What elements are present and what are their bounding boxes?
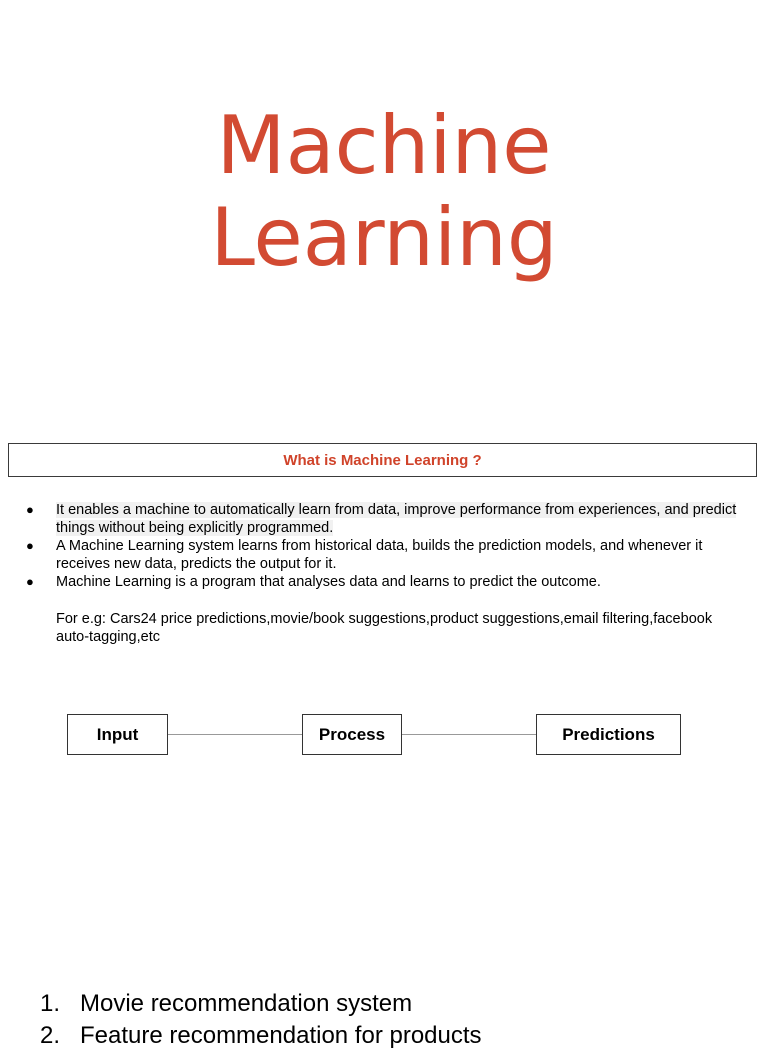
- bullet-item: [26, 573, 746, 591]
- bullet-icon: ●: [26, 574, 34, 589]
- flow-node-label: Predictions: [562, 724, 655, 744]
- flow-node-process: [302, 714, 402, 755]
- bullet-text: Machine Learning is a program that analyses data and learns to predict the outcome.: [56, 574, 601, 590]
- title-line-1: Machine: [216, 99, 552, 192]
- flow-node-predictions: [536, 714, 681, 755]
- example-text: For e.g: Cars24 price predictions,movie/book suggestions,product suggestions,email filtering,facebook auto-tagging,etc: [56, 611, 713, 645]
- bullet-text: A Machine Learning system learns from historical data, builds the prediction models, and whenever it receives new data, predicts the output for it.: [56, 538, 703, 572]
- bullet-icon: ●: [26, 538, 34, 553]
- list-number: 1.: [40, 990, 61, 1017]
- numbered-list: [40, 988, 482, 1052]
- bullet-item: [26, 501, 746, 537]
- section-heading-text: What is Machine Learning ?: [283, 451, 482, 469]
- flow-node-label: Input: [96, 724, 139, 744]
- bullet-icon: ●: [26, 502, 34, 517]
- section-heading: [8, 443, 757, 477]
- page-title: [0, 100, 768, 284]
- list-number: 2.: [40, 1022, 61, 1049]
- numbered-item: [40, 988, 482, 1020]
- numbered-item: [40, 1020, 482, 1052]
- bullet-list: [26, 501, 746, 591]
- flow-connector: [402, 734, 537, 735]
- bullet-text: It enables a machine to automatically learn from data, improve performance from experiences, and predict things without being explicitly programmed.: [56, 502, 737, 536]
- title-line-2: Learning: [210, 191, 558, 284]
- flow-node-label: Process: [318, 724, 386, 744]
- flow-connector: [168, 734, 302, 735]
- list-text: Movie recommendation system: [80, 990, 413, 1017]
- list-text: Feature recommendation for products: [80, 1022, 482, 1049]
- flow-node-input: [67, 714, 168, 755]
- bullet-item: [26, 537, 746, 573]
